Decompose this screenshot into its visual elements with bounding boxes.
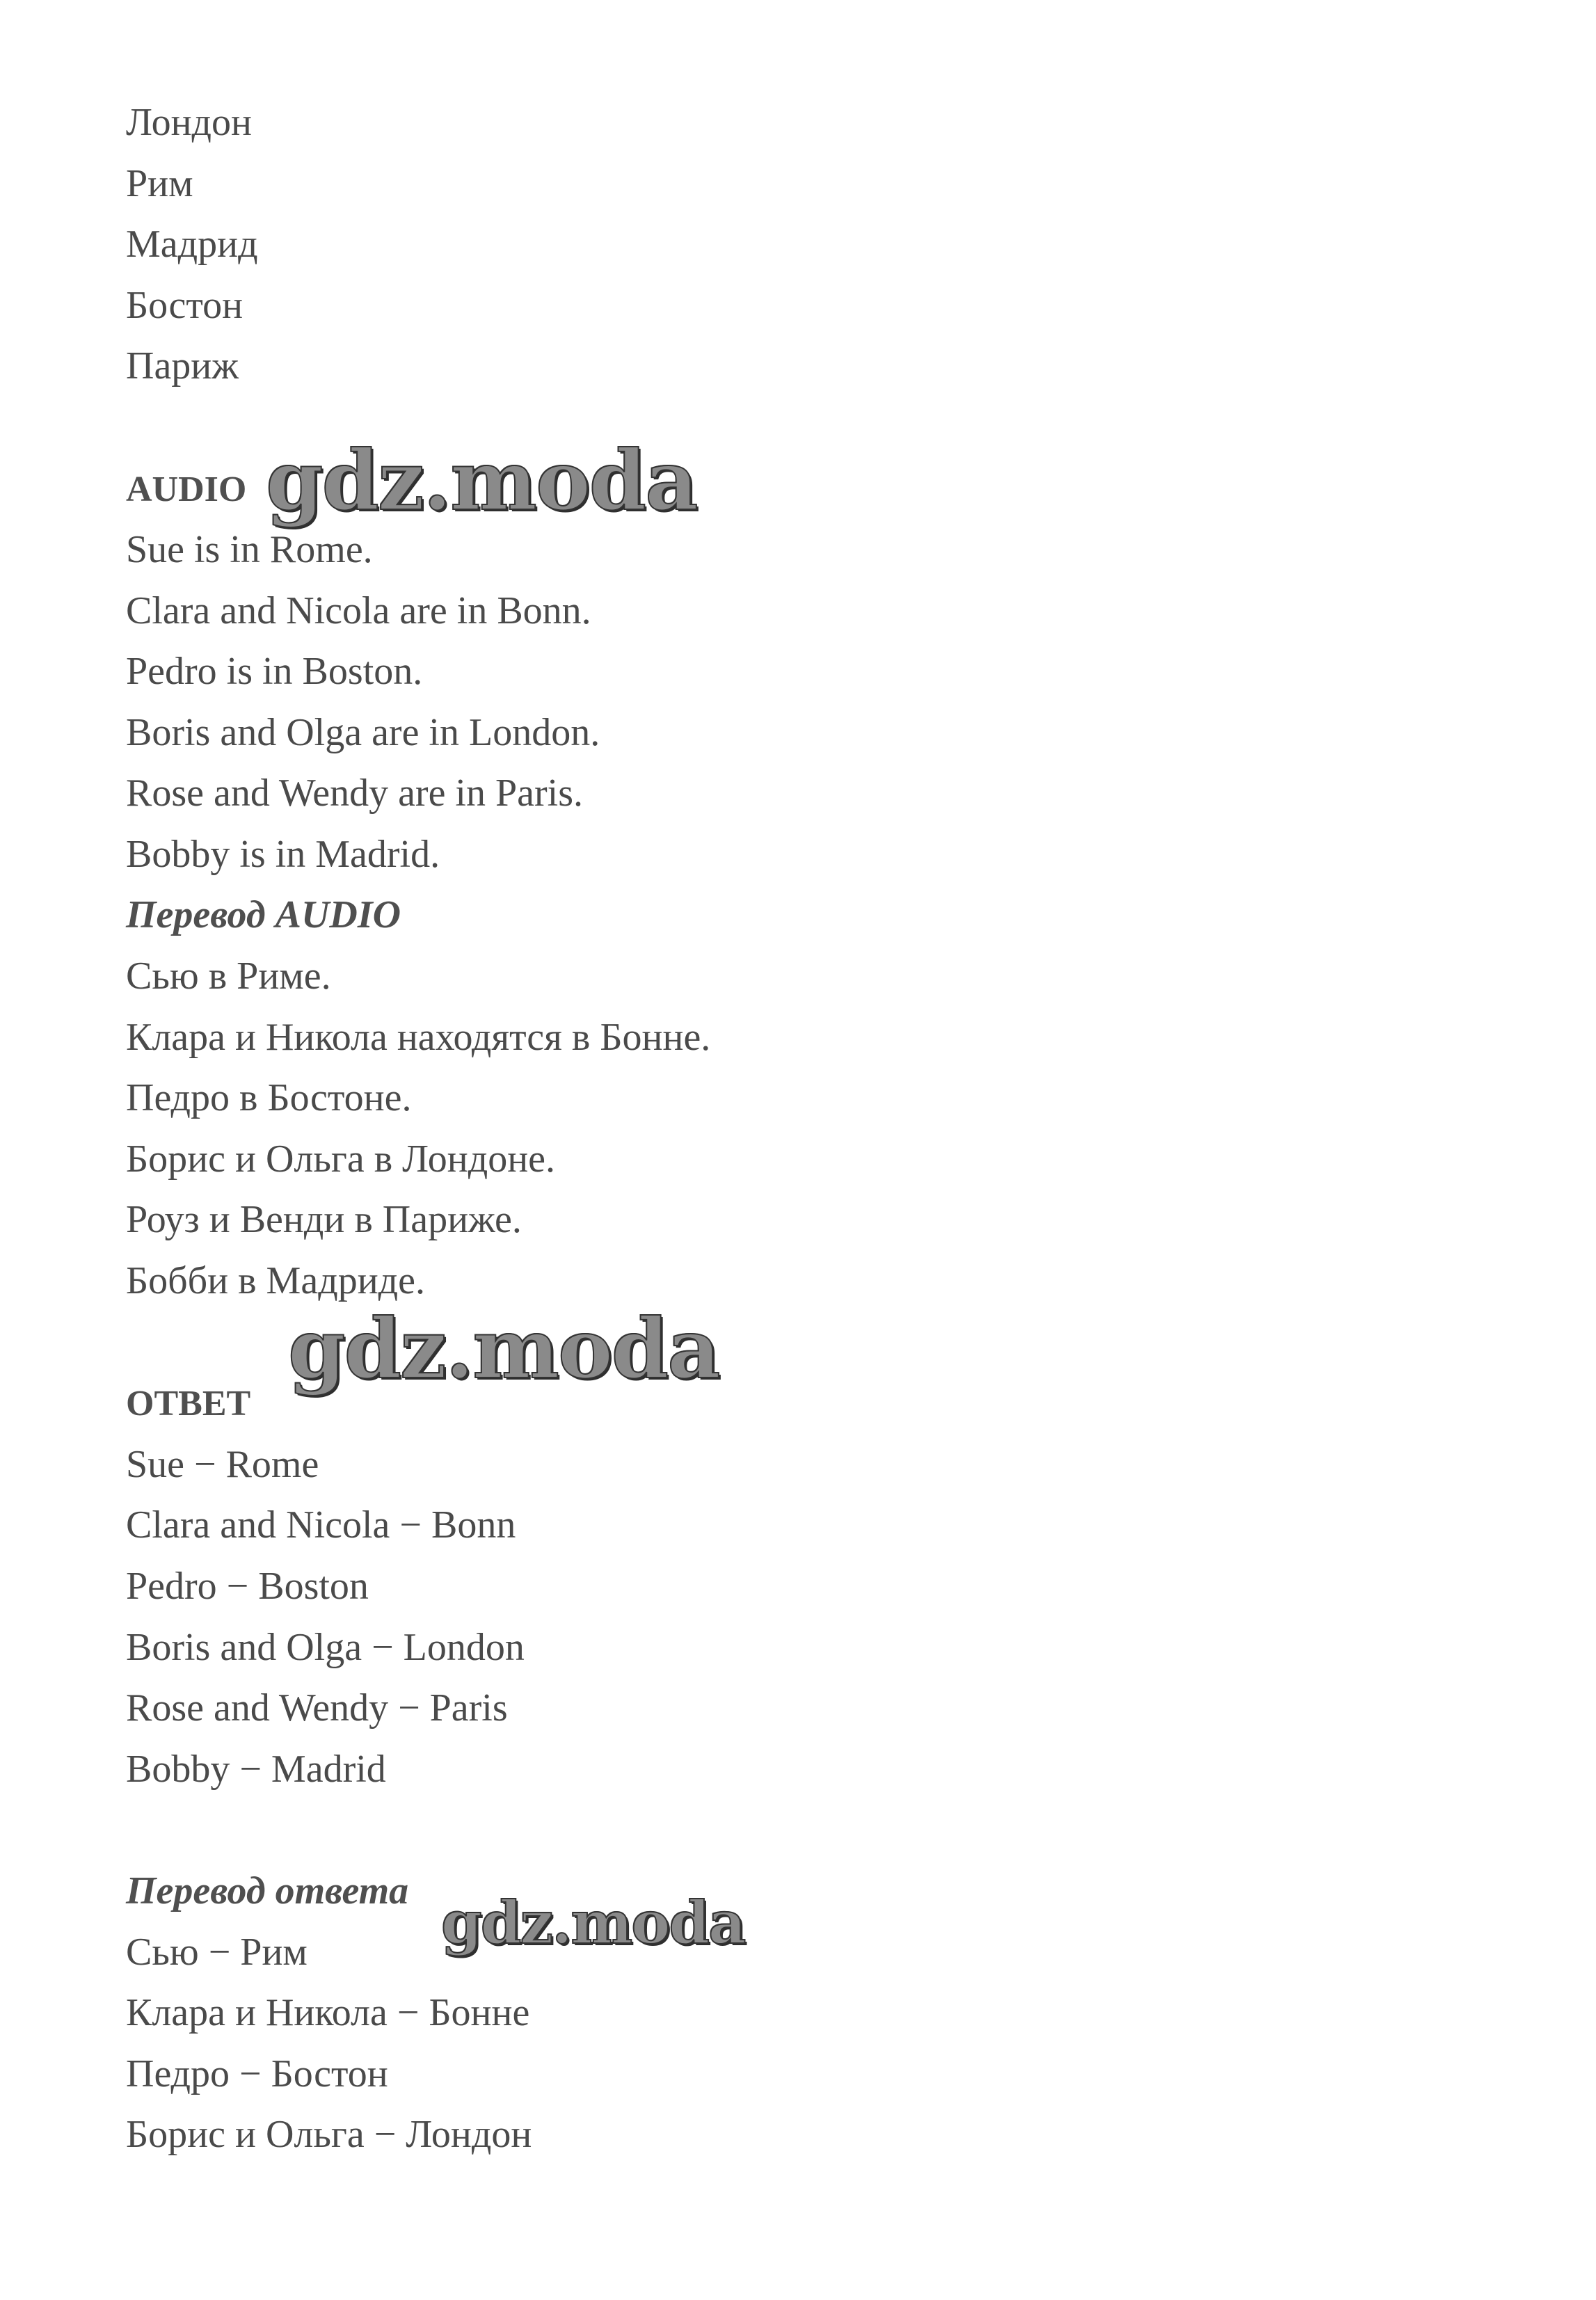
audio-line: Bobby is in Madrid. xyxy=(126,833,440,876)
answer-translation-line: Сью − Рим xyxy=(126,1931,308,1974)
city-item: Париж xyxy=(126,344,239,388)
audio-translation-line: Педро в Бостоне. xyxy=(126,1076,412,1119)
answer-line: Boris and Olga − London xyxy=(126,1626,525,1669)
answer-translation-line: Клара и Никола − Бонне xyxy=(126,1991,530,2034)
answer-heading: ОТВЕТ xyxy=(126,1384,251,1423)
city-item: Рим xyxy=(126,162,193,205)
audio-line: Sue is in Rome. xyxy=(126,528,373,571)
answer-line: Sue − Rome xyxy=(126,1443,319,1486)
audio-translation-line: Сью в Риме. xyxy=(126,955,331,998)
answer-translation-line: Педро − Бостон xyxy=(126,2052,388,2095)
watermark-logo: gdz.moda xyxy=(288,1300,719,1397)
answer-line: Rose and Wendy − Paris xyxy=(126,1686,508,1730)
city-item: Мадрид xyxy=(126,223,258,266)
answer-line: Pedro − Boston xyxy=(126,1565,369,1608)
audio-translation-line: Роуз и Венди в Париже. xyxy=(126,1198,522,1241)
audio-line: Boris and Olga are in London. xyxy=(126,711,600,754)
answer-line: Bobby − Madrid xyxy=(126,1748,386,1791)
watermark-logo: gdz.moda xyxy=(266,432,697,529)
audio-translation-line: Борис и Ольга в Лондоне. xyxy=(126,1137,556,1181)
audio-line: Pedro is in Boston. xyxy=(126,650,423,693)
audio-line: Rose and Wendy are in Paris. xyxy=(126,772,583,815)
city-item: Бостон xyxy=(126,284,244,327)
answer-line: Clara and Nicola − Bonn xyxy=(126,1503,516,1547)
watermark-logo: gdz.moda xyxy=(441,1888,745,1957)
audio-heading: AUDIO xyxy=(126,470,247,509)
answer-translation-heading: Перевод ответа xyxy=(126,1869,409,1912)
answer-translation-line: Борис и Ольга − Лондон xyxy=(126,2113,532,2156)
city-item: Лондон xyxy=(126,101,253,144)
audio-translation-heading: Перевод AUDIO xyxy=(126,893,401,936)
audio-translation-line: Бобби в Мадриде. xyxy=(126,1259,426,1302)
audio-translation-line: Клара и Никола находятся в Бонне. xyxy=(126,1016,711,1059)
audio-line: Clara and Nicola are in Bonn. xyxy=(126,589,591,632)
